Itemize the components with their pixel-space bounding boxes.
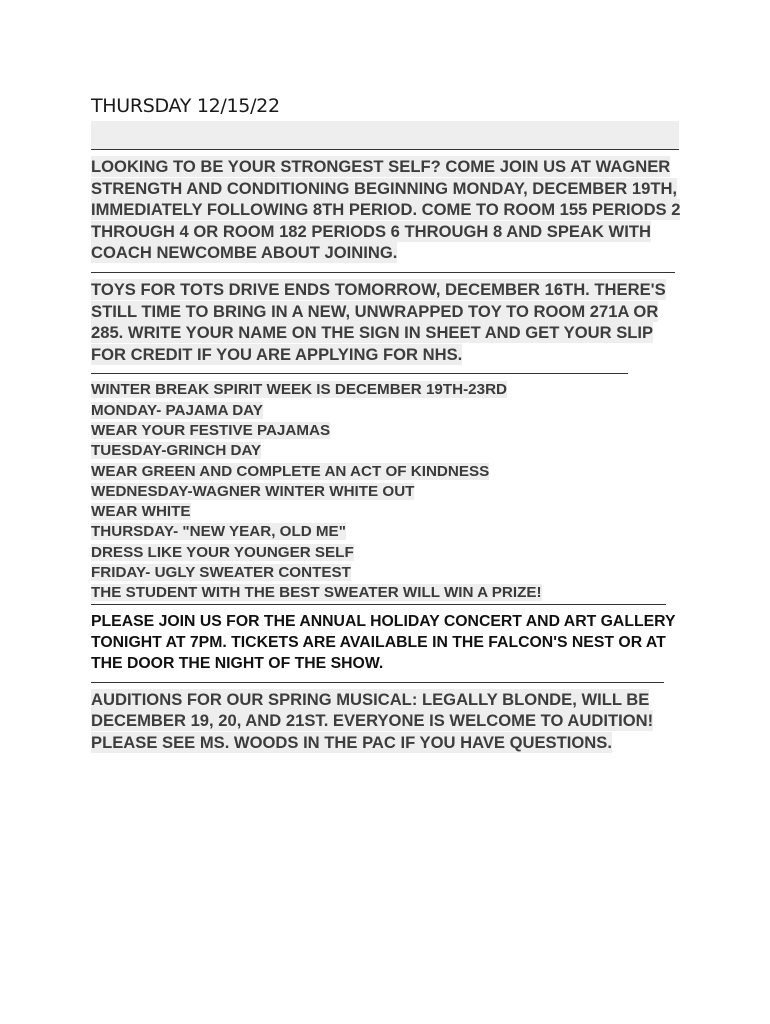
- spirit-week-line: WINTER BREAK SPIRIT WEEK IS DECEMBER 19TH-23RD: [91, 381, 508, 399]
- divider-line: [91, 604, 666, 605]
- spirit-week-line: THE STUDENT WITH THE BEST SWEATER WILL WIN A PRIZE!: [91, 584, 542, 602]
- divider-line: [91, 373, 628, 374]
- spirit-week-line: WEAR YOUR FESTIVE PAJAMAS: [91, 421, 331, 439]
- announcement-auditions-text: AUDITIONS FOR OUR SPRING MUSICAL: LEGALLY BLONDE, WILL BE DECEMBER 19, 20, AND 21ST. EVERYONE IS WELCOME TO AUDITION! PLEASE SEE MS. WOODS IN THE PAC IF YOU HAVE QUESTIONS.: [91, 689, 654, 752]
- announcement-concert-text: PLEASE JOIN US FOR THE ANNUAL HOLIDAY CONCERT AND ART GALLERY TONIGHT AT 7PM. TICKETS ARE AVAILABLE IN THE FALCON'S NEST OR AT THE DOOR THE NIGHT OF THE SHOW.: [91, 612, 676, 672]
- announcement-strength-text: LOOKING TO BE YOUR STRONGEST SELF? COME JOIN US AT WAGNER STRENGTH AND CONDITIONING BEGINNING MONDAY, DECEMBER 19TH, IMMEDIATELY FOLLOWING 8TH PERIOD. COME TO ROOM 155 PERIODS 2 THROUGH 4 OR ROOM 182 PERIODS 6 THROUGH 8 AND SPEAK WITH COACH NEWCOMBE ABOUT JOINING.: [91, 157, 681, 263]
- date-heading: THURSDAY 12/15/22: [91, 95, 280, 117]
- announcement-spirit-week: [91, 380, 691, 603]
- announcement-strength: [91, 156, 691, 264]
- spirit-week-line: WEDNESDAY-WAGNER WINTER WHITE OUT: [91, 482, 415, 500]
- spirit-week-line: THURSDAY- "NEW YEAR, OLD ME": [91, 523, 346, 541]
- announcement-holiday-concert: [91, 611, 691, 674]
- spirit-week-line: WEAR GREEN AND COMPLETE AN ACT OF KINDNESS: [91, 462, 490, 480]
- announcement-auditions: [91, 689, 691, 754]
- announcements-page: [91, 95, 691, 753]
- announcement-toys-text: TOYS FOR TOTS DRIVE ENDS TOMORROW, DECEMBER 16TH. THERE'S STILL TIME TO BRING IN A NEW, UNWRAPPED TOY TO ROOM 271A OR 285. WRITE YOUR NAME ON THE SIGN IN SHEET AND GET YOUR SLIP FOR CREDIT IF YOU ARE APPLYING FOR NHS.: [91, 279, 666, 364]
- spirit-week-line: WEAR WHITE: [91, 503, 191, 521]
- spirit-week-line: MONDAY- PAJAMA DAY: [91, 401, 263, 419]
- divider-line: [91, 121, 679, 150]
- spirit-week-line: FRIDAY- UGLY SWEATER CONTEST: [91, 564, 351, 582]
- divider-line: [91, 272, 675, 273]
- announcement-toys-for-tots: [91, 279, 691, 365]
- spirit-week-line: TUESDAY-GRINCH DAY: [91, 442, 262, 460]
- spirit-week-line: DRESS LIKE YOUR YOUNGER SELF: [91, 543, 354, 561]
- divider-line: [91, 682, 664, 683]
